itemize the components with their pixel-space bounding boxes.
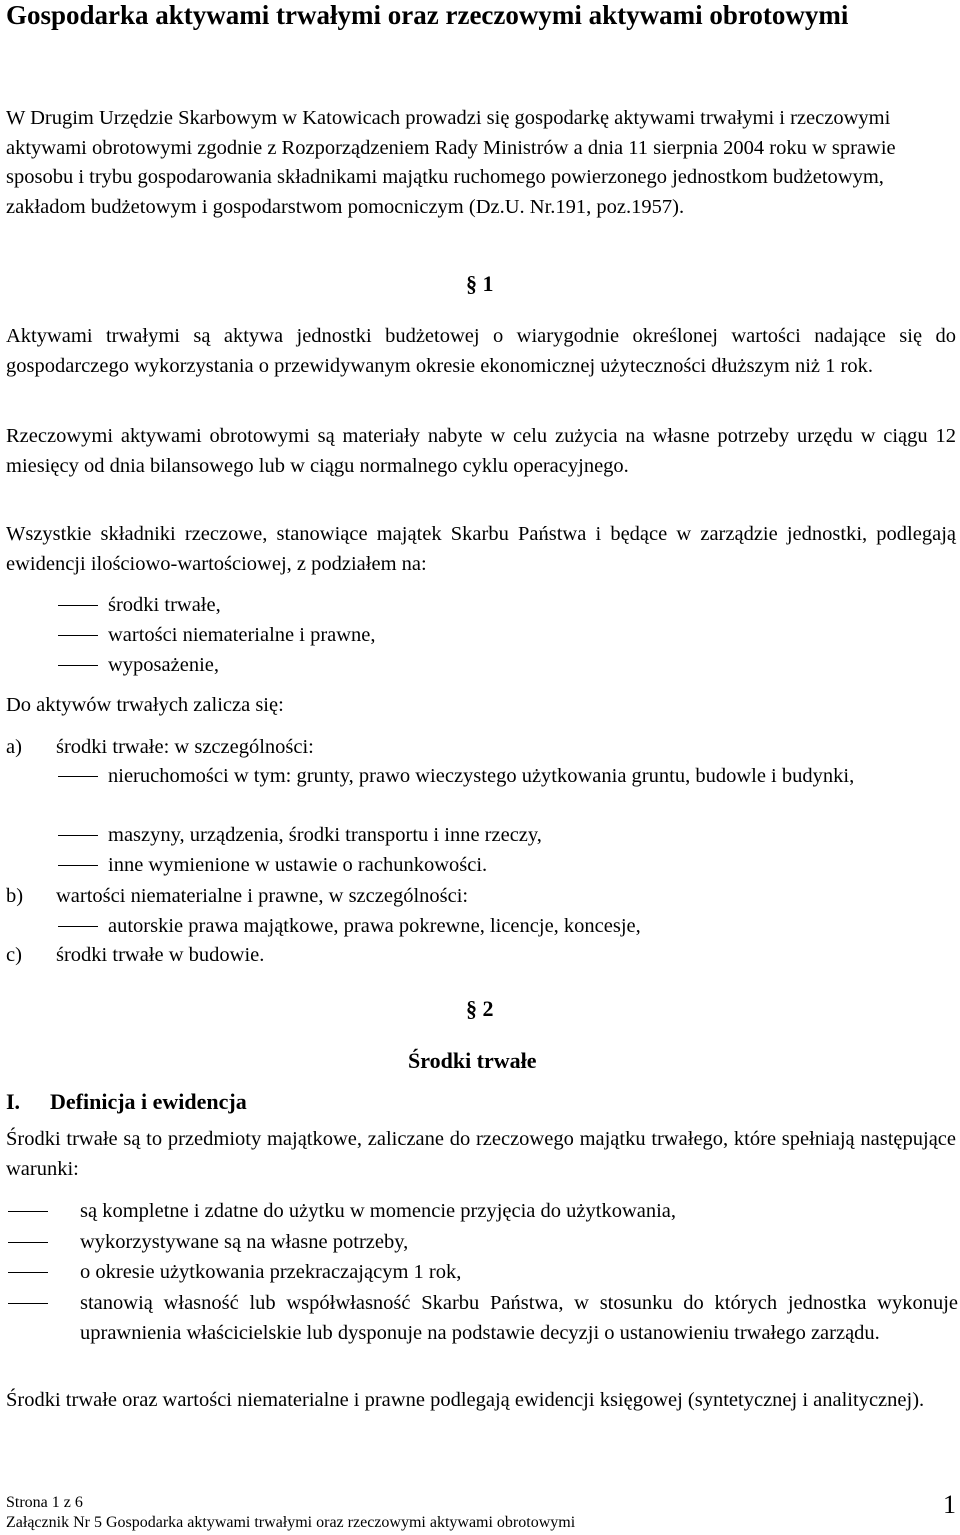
- dash-bullet: [58, 665, 98, 666]
- list-text-b: wartości niematerialne i prawne, w szczególności:: [56, 885, 469, 907]
- list-label-b: b): [6, 885, 24, 907]
- list-text-c: środki trwałe w budowie.: [56, 944, 265, 966]
- dash-bullet: [8, 1211, 48, 1212]
- section-1-para-1: Aktywami trwałymi są aktywa jednostki budżetowej o wiarygodnie określonej wartości nadające się do gospodarczego wykorzystania o przewidywanym okresie ekonomicznej użyteczności dłuższym niż 1 rok.: [6, 325, 956, 377]
- fixed-assets-intro: Do aktywów trwałych zalicza się:: [6, 694, 284, 716]
- footer-page-number: 1: [943, 1490, 956, 1519]
- footer-attachment: Załącznik Nr 5 Gospodarka aktywami trwałymi oraz rzeczowymi aktywami obrotowymi: [6, 1514, 576, 1531]
- list-text-a: środki trwałe: w szczególności:: [56, 736, 314, 758]
- list-label-a: a): [6, 736, 22, 758]
- section-2-para-2: Środki trwałe oraz wartości niematerialne i prawne podlegają ewidencji księgowej (syntetycznej i analitycznej).: [6, 1389, 925, 1411]
- section-1-para-3: Wszystkie składniki rzeczowe, stanowiące majątek Skarbu Państwa i będące w zarządzie jednostki, podlegają ewidencji ilościowo-wartościowej, z podziałem na:: [6, 523, 956, 575]
- dash-bullet: [58, 776, 98, 777]
- part-label: I.: [6, 1089, 21, 1114]
- intro-paragraph: W Drugim Urzędzie Skarbowym w Katowicach prowadzi się gospodarkę aktywami trwałymi i rzeczowymi aktywami obrotowymi zgodnie z Rozporządzeniem Rady Ministrów a dnia 11 sierpnia 2004 roku w sprawie sposobu i trybu gospodarowania składnikami majątku ruchomego powierzonego jednostkom budżetowym, zakładom budżetowym i gospodarstwom pomocniczym (Dz.U. Nr.191, poz.1957).: [6, 107, 896, 218]
- section-2-para-1: Środki trwałe są to przedmioty majątkowe, zaliczane do rzeczowego majątku trwałego, które spełniają następujące warunki:: [6, 1128, 956, 1180]
- dash-bullet: [8, 1272, 48, 1273]
- document-title: Gospodarka aktywami trwałymi oraz rzeczowymi aktywami obrotowymi: [6, 0, 849, 30]
- dash-bullet: [58, 865, 98, 866]
- section-2-subheading: Środki trwałe: [408, 1048, 537, 1073]
- dash-bullet: [58, 635, 98, 636]
- a-item: nieruchomości w tym: grunty, prawo wieczystego użytkowania gruntu, budowle i budynki,: [58, 762, 958, 822]
- section-1-para-2: Rzeczowymi aktywami obrotowymi są materiały nabyte w celu zużycia na własne potrzeby urzędu w ciągu 12 miesięcy od dnia bilansowego lub w ciągu normalnego cyklu operacyjnego.: [6, 425, 956, 477]
- dash-bullet: [58, 605, 98, 606]
- dash-bullet: [58, 835, 98, 836]
- condition-item: stanowią własność lub współwłasność Skarbu Państwa, w stosunku do których jednostka wykonuje uprawnienia właścicielskie lub dysponuje na podstawie decyzji o ustanowieniu trwałego zarządu.: [8, 1289, 958, 1379]
- part-title: Definicja i ewidencja: [50, 1089, 247, 1114]
- dash-bullet: [8, 1242, 48, 1243]
- dash-bullet: [8, 1303, 48, 1304]
- dash-bullet: [58, 926, 98, 927]
- section-1-heading: § 1: [466, 271, 494, 296]
- section-2-heading: § 2: [466, 996, 494, 1021]
- list-label-c: c): [6, 944, 22, 966]
- footer-page-label: Strona 1 z 6: [6, 1494, 83, 1511]
